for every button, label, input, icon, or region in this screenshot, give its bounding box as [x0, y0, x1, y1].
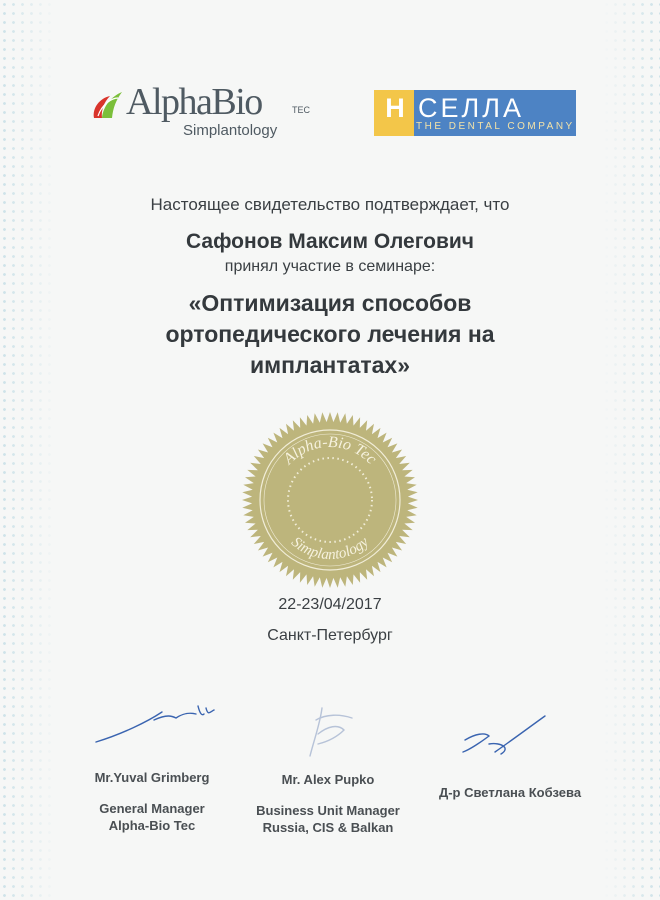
dot-pattern-right	[602, 0, 660, 900]
participation-text: принял участие в семинаре:	[224, 258, 436, 275]
certificate-intro: Настоящее свидетельство подтверждает, что	[150, 195, 510, 214]
alphabio-swirl-icon	[88, 86, 128, 124]
seminar-title	[0, 288, 660, 381]
seminar-date: 22-23/04/2017	[278, 596, 382, 613]
alphabio-logo	[88, 80, 318, 150]
signatory-kobzeva	[420, 785, 600, 800]
signatory-grimberg	[52, 770, 252, 834]
seminar-title-line: «Оптимизация способов	[188, 290, 472, 316]
signatory-role: Business Unit Manager Russia, CIS & Balkan	[256, 803, 400, 835]
signature-grimberg	[92, 700, 232, 750]
alphabio-tec: TEC	[292, 105, 310, 115]
nsella-letter: Н	[385, 93, 405, 123]
nsella-name: СЕЛЛА	[418, 93, 524, 123]
gold-seal	[235, 410, 425, 590]
signatory-name: Mr.Yuval Grimberg	[94, 770, 210, 785]
signature-kobzeva	[455, 712, 555, 762]
seminar-title-line: ортопедического лечения на	[165, 321, 495, 347]
seal-bottom-text: Simplantology	[288, 534, 372, 564]
nsella-tagline: THE DENTAL COMPANY	[416, 121, 575, 132]
seal-top-text: Alpha-Bio Tec	[280, 433, 380, 468]
signatory-name: Д-р Светлана Кобзева	[438, 785, 582, 800]
signatory-name: Mr. Alex Pupko	[281, 772, 375, 787]
dot-pattern-left	[0, 0, 58, 900]
seminar-title-line: имплантатах»	[249, 352, 411, 378]
alphabio-brand: AlphaBio	[126, 81, 262, 123]
signatory-pupko	[228, 772, 428, 836]
seminar-city: Санкт-Петербург	[267, 627, 393, 644]
alphabio-tagline: Simplantology	[183, 122, 278, 139]
signatory-role: General Manager Alpha-Bio Tec	[99, 801, 205, 833]
participant-name: Сафонов Максим Олегович	[185, 230, 474, 253]
nsella-logo	[374, 90, 576, 136]
signature-pupko	[292, 700, 372, 760]
